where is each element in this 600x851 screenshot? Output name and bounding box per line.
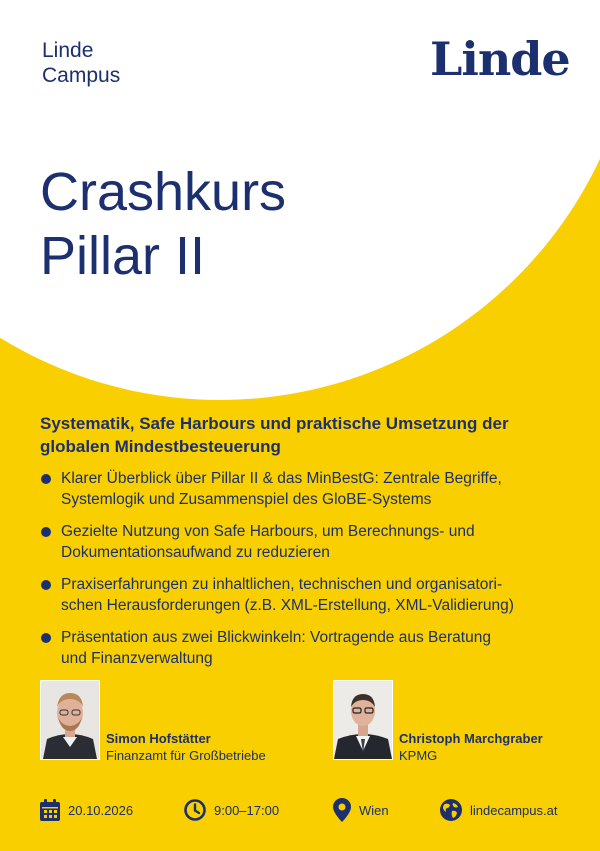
speaker-org: Finanzamt für Großbetriebe xyxy=(106,748,266,763)
date-info xyxy=(40,799,133,821)
speaker-name: Christoph Marchgraber xyxy=(399,731,543,746)
speaker-name: Simon Hofstätter xyxy=(106,731,211,746)
bullet-item xyxy=(40,574,570,616)
speaker-card-marchgraber xyxy=(333,680,543,763)
bullet-list xyxy=(40,468,570,680)
page-title xyxy=(40,160,286,288)
bullet-dot-icon xyxy=(41,580,51,590)
website-info[interactable] xyxy=(440,799,557,821)
speaker-org: KPMG xyxy=(399,748,438,763)
subtitle xyxy=(40,412,570,458)
bullet-item xyxy=(40,521,570,563)
subtitle-line-2: globalen Mindestbesteuerung xyxy=(40,437,281,456)
linde-logo: Linde xyxy=(430,32,570,86)
bullet-dot-icon xyxy=(41,633,51,643)
location-info xyxy=(333,798,389,822)
speaker-card-hofstaetter xyxy=(40,680,266,763)
bullet-text-line-2: Dokumentationsaufwand zu reduzieren xyxy=(61,544,330,561)
location-label: Wien xyxy=(359,802,389,818)
time-info xyxy=(184,799,279,821)
title-line-1: Crashkurs xyxy=(40,162,287,222)
bullet-text-line-1: Präsentation aus zwei Blickwinkeln: Vortragende aus Beratung xyxy=(61,629,491,646)
subtitle-line-1: Systematik, Safe Harbours und praktische Umsetzung der xyxy=(40,414,509,433)
location-pin-icon xyxy=(333,798,351,822)
person-portrait-icon xyxy=(334,681,392,759)
date-label: 20.10.2026 xyxy=(68,802,134,818)
bullet-text-line-2: schen Herausforderungen (z.B. XML-Erstellung, XML-Validierung) xyxy=(61,597,514,614)
event-info-footer xyxy=(0,797,600,827)
bullet-item xyxy=(40,468,570,510)
campus-line-2: Campus xyxy=(42,64,121,87)
speaker-photo xyxy=(40,680,100,760)
speaker-info xyxy=(399,730,543,764)
bullet-text-line-1: Gezielte Nutzung von Safe Harbours, um Berechnungs- und xyxy=(61,523,475,540)
bullet-text-line-1: Klarer Überblick über Pillar II & das MinBestG: Zentrale Begriffe, xyxy=(61,470,502,487)
bullet-dot-icon xyxy=(41,527,51,537)
linde-campus-wordmark xyxy=(42,38,120,88)
website-link[interactable]: lindecampus.at xyxy=(470,802,558,818)
time-label: 9:00–17:00 xyxy=(214,802,280,818)
person-portrait-icon xyxy=(41,681,99,759)
globe-icon xyxy=(440,799,462,821)
bullet-text-line-1: Praxiserfahrungen zu inhaltlichen, technischen und organisatori- xyxy=(61,576,503,593)
bullet-dot-icon xyxy=(41,474,51,484)
calendar-icon xyxy=(40,799,60,821)
bullet-item xyxy=(40,627,570,669)
title-line-2: Pillar II xyxy=(40,226,206,286)
speaker-info xyxy=(106,730,266,764)
bullet-text-line-2: Systemlogik und Zusammenspiel des GloBE-Systems xyxy=(61,491,432,508)
speaker-photo xyxy=(333,680,393,760)
campus-line-1: Linde xyxy=(42,39,94,62)
clock-icon xyxy=(184,799,206,821)
bullet-text-line-2: und Finanzverwaltung xyxy=(61,650,213,667)
